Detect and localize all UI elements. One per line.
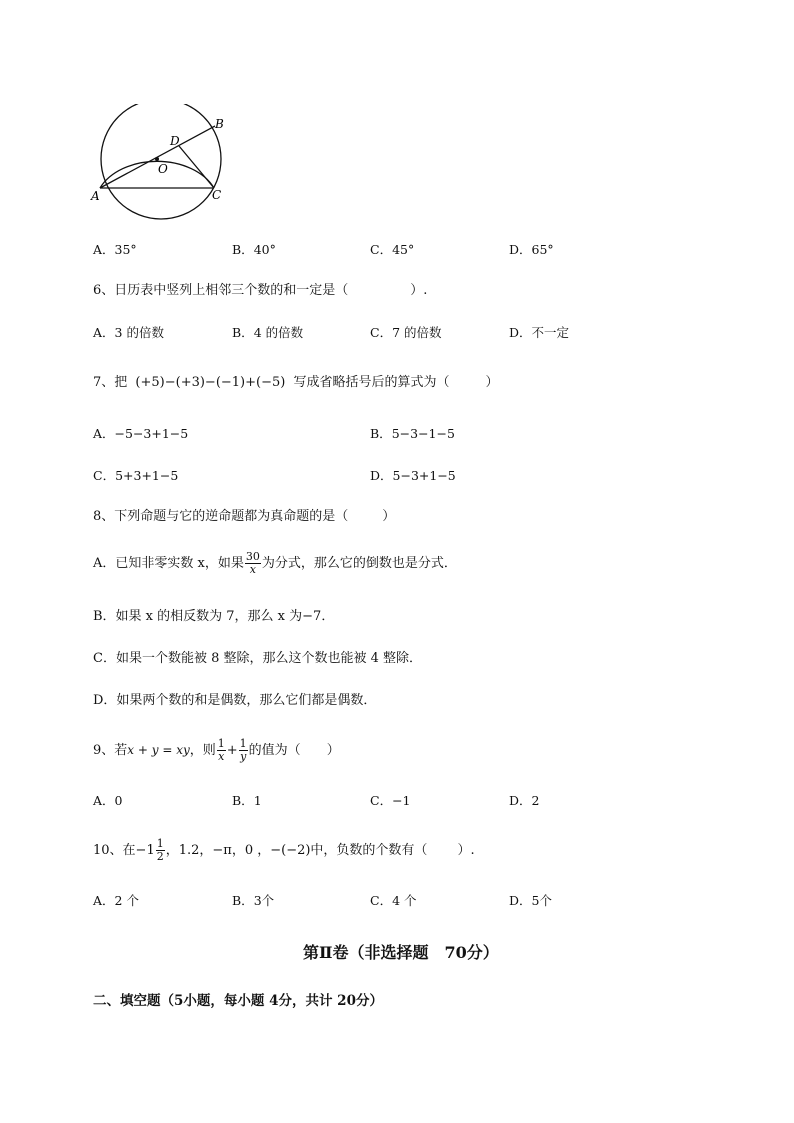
q10-option-b: B．3个 — [232, 893, 275, 908]
q8-option-a: A．已知非零实数 x，如果 $\frac{30}{x}$ 为分式，那么它的倒数也是分式． — [93, 550, 457, 576]
q9-stem: 9、若x + y = xy，则 $\frac{1}{x}$ + $\frac{1}{y}$ 的值为（ ） — [93, 737, 340, 763]
fraction-1-over-y: $\frac{1}{y}$ — [239, 737, 247, 763]
q5-option-b: B．40° — [232, 242, 276, 257]
q6-stem: 6、日历表中竖列上相邻三个数的和一定是（ ）. — [93, 283, 428, 298]
q9-option-d: D．2 — [509, 793, 540, 808]
label-d: D — [170, 134, 180, 148]
q9-condition: x + y = xy — [127, 743, 190, 757]
q6-option-c: C．7 的倍数 — [370, 325, 442, 340]
semicircle-arc — [100, 161, 214, 188]
q5-option-c: C．45° — [370, 242, 415, 257]
q7-option-a: A．−5−3+1−5 — [93, 426, 189, 441]
label-c: C — [212, 188, 222, 202]
segment-ab — [100, 126, 215, 188]
q7-option-b: B．5−3−1−5 — [370, 426, 455, 441]
fraction-1-over-x: $\frac{1}{x}$ — [217, 737, 225, 763]
q9-option-b: B．1 — [232, 793, 262, 808]
q8-stem: 8、下列命题与它的逆命题都为真命题的是（ ） — [93, 509, 396, 524]
q6-option-d: D．不一定 — [509, 325, 570, 340]
q10-stem: 10、在−1 $\frac{1}{2}$ ，1.2，−π，0 ，−(−2)中，负数的个数有（ ）. — [93, 837, 475, 863]
fraction-1-over-2: $\frac{1}{2}$ — [156, 837, 164, 863]
part-two-title: 第Ⅱ卷（非选择题 70分） — [303, 943, 499, 962]
label-b: B — [215, 117, 224, 131]
q5-option-d: D．65° — [509, 242, 554, 257]
q9-option-c: C．−1 — [370, 793, 411, 808]
q10-option-d: D．5个 — [509, 893, 552, 908]
q8-option-c: C．如果一个数能被 8 整除，那么这个数也能被 4 整除． — [93, 651, 423, 666]
q6-option-b: B．4 的倍数 — [232, 325, 304, 340]
section-heading: 二、填空题（5小题，每小题 4分，共计 20分） — [93, 993, 383, 1009]
center-point — [155, 157, 159, 161]
segment-dc — [179, 146, 214, 188]
q8-option-d: D．如果两个数的和是偶数，那么它们都是偶数． — [93, 693, 377, 708]
q9-option-a: A．0 — [93, 793, 123, 808]
label-o: O — [158, 162, 168, 176]
q7-option-c: C．5+3+1−5 — [93, 468, 179, 483]
q10-option-c: C．4 个 — [370, 893, 417, 908]
q7-option-d: D．5−3+1−5 — [370, 468, 456, 483]
q7-stem: 7、把 (+5)−(+3)−(−1)+(−5) 写成省略括号后的算式为（ ） — [93, 375, 499, 390]
q10-option-a: A．2 个 — [93, 893, 139, 908]
q7-expression: (+5)−(+3)−(−1)+(−5) — [135, 375, 286, 390]
fraction-30-over-x: $\frac{30}{x}$ — [245, 550, 260, 576]
geometry-figure — [88, 104, 238, 224]
label-a: A — [91, 189, 100, 203]
q8-option-b: B．如果 x 的相反数为 7，那么 x 为−7． — [93, 609, 335, 624]
q5-option-a: A．35° — [93, 242, 137, 257]
q6-option-a: A．3 的倍数 — [93, 325, 164, 340]
